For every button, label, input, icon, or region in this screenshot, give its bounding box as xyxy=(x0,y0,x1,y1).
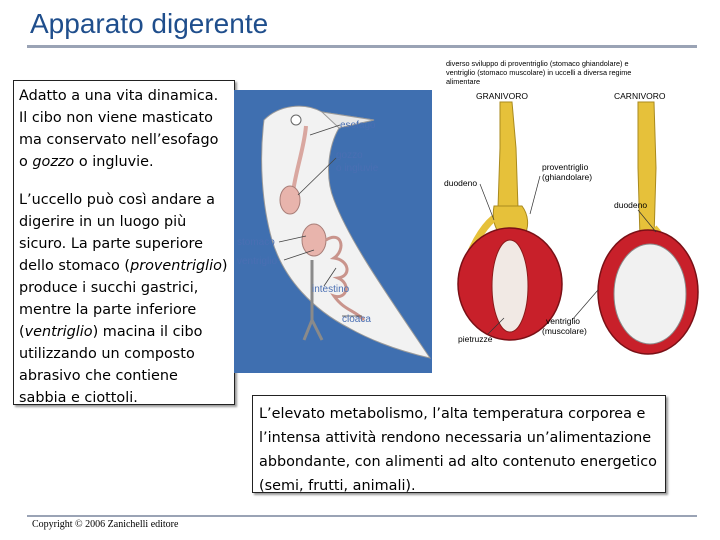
label-duodeno-right: duodeno xyxy=(614,200,648,210)
title-divider xyxy=(27,45,697,48)
caption-line-1: diverso sviluppo di proventriglio (stomaco ghiandolare) e xyxy=(446,59,629,68)
label-ingluvie: o ingluvie xyxy=(336,163,379,174)
bird-digestive-illustration xyxy=(234,90,432,373)
bird-eye xyxy=(291,115,301,125)
label-duodeno-left: duodeno xyxy=(444,178,478,188)
left-p1-end: o ingluvie. xyxy=(74,154,154,170)
right-text-box: L’elevato metabolismo, l’alta temperatura corporea e l’intensa attività rendono necessaria un’alimentazione abbondante, con alimenti ad alto contenuto energetico (semi, frutti, animali). xyxy=(252,395,666,493)
label-granivoro: GRANIVORO xyxy=(476,91,528,101)
label-ghiandolare: (ghiandolare) xyxy=(542,172,593,182)
label-proventriglio: proventriglio xyxy=(542,162,589,172)
left-paragraph-2 xyxy=(19,189,229,409)
left-p1-italic: gozzo xyxy=(32,154,75,170)
carnivore-gizzard-lining xyxy=(614,244,686,344)
stomach-organ xyxy=(302,224,326,256)
caption-line-3: alimentare xyxy=(446,77,481,86)
label-intestino: intestino xyxy=(312,284,350,295)
slide-title: Apparato digerente xyxy=(30,8,269,39)
label-ventriglio: ventriglio xyxy=(237,256,278,267)
label-pietruzze: pietruzze xyxy=(458,334,493,344)
label-stomaco: stomaco xyxy=(237,237,275,248)
label-carnivoro: CARNIVORO xyxy=(614,91,666,101)
left-p2-italic-2: ventriglio xyxy=(24,324,93,340)
left-p2-italic-1: proventriglio xyxy=(130,258,222,274)
left-p2-b: ) produce i succhi gastrici, mentre la parte inferiore ( xyxy=(19,258,228,340)
left-p1-text: Adatto a una vita dinamica. Il cibo non viene masticato ma conservato nell’esofago o xyxy=(19,88,219,170)
caption-line-2: ventriglio (stomaco muscolare) in uccelli a diversa regime xyxy=(446,68,632,77)
label-gozzo: gozzo xyxy=(336,150,363,161)
granivore-gizzard-lining xyxy=(492,240,528,332)
footer-divider xyxy=(27,515,697,517)
left-text-box xyxy=(13,80,235,405)
left-p2-c: ) macina il cibo utilizzando un composto abrasivo che contiene sabbia e ciottoli. xyxy=(19,324,203,406)
left-p2-a: L’uccello può così andare a digerire in un luogo più sicuro. La parte superiore dello stomaco ( xyxy=(19,192,215,274)
stomach-comparison-illustration xyxy=(442,58,704,368)
crop-organ xyxy=(280,186,300,214)
label-cloaca: cloaca xyxy=(342,314,371,325)
label-esofago: esofago xyxy=(340,120,376,131)
copyright-notice: Copyright © 2006 Zanichelli editore xyxy=(32,519,179,530)
carnivore-esophagus xyxy=(638,102,656,238)
left-paragraph-1 xyxy=(19,85,229,173)
label-ventriglio: ventriglio xyxy=(546,316,581,326)
label-muscolare: (muscolare) xyxy=(542,326,587,336)
